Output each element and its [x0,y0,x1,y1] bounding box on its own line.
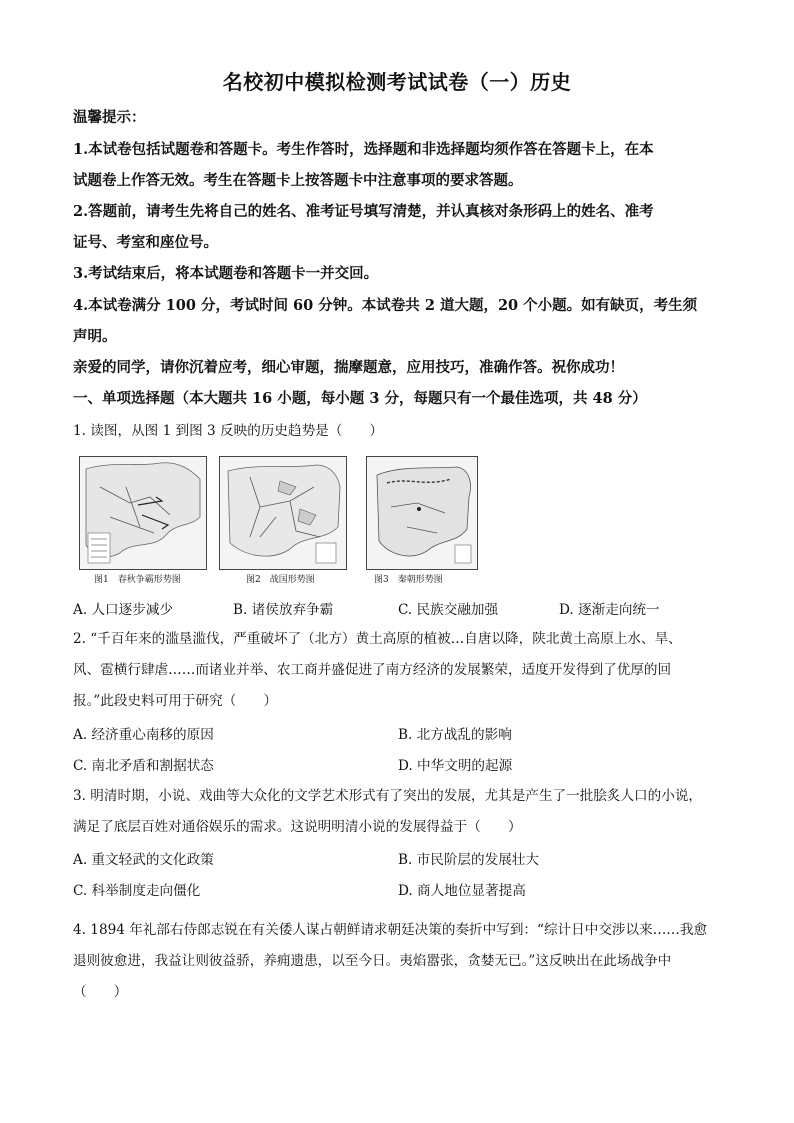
q4-stem-line-1: 4. 1894 年礼部右侍郎志锐在有关倭人谋占朝鲜请求朝廷决策的奏折中写到：“综计日中交涉以来……我愈 [73,922,708,938]
tip-line-5: 3.考试结束后，将本试题卷和答题卡一并交回。 [73,265,379,282]
greeting: 亲爱的同学，请你沉着应考，细心审题，揣摩题意，应用技巧，准确作答。祝你成功！ [73,359,624,376]
map-figure-2 [219,456,347,570]
q1-option-a[interactable]: A. 人口逐步减少 [73,602,174,618]
q2-option-c[interactable]: C. 南北矛盾和割据状态 [73,758,214,774]
q4-stem-line-2: 退则彼愈进，我益让则彼益骄，养痈遗患，以至今日。夷焰嚣张，贪婪无已。”这反映出在此场战争中 [73,953,672,969]
q4-stem-line-3: （ ） [73,984,128,1000]
q2-option-a[interactable]: A. 经济重心南移的原因 [73,727,214,743]
caption-figure-1: 图1 春秋争霸形势图 [94,575,181,585]
q3-option-b[interactable]: B. 市民阶层的发展壮大 [398,852,539,868]
section-heading: 一、单项选择题（本大题共 16 小题，每小题 3 分，每题只有一个最佳选项，共 48 分） [73,390,647,407]
q3-stem-line-1: 3. 明清时期，小说、戏曲等大众化的文学艺术形式有了突出的发展，尤其是产生了一批脍炙人口的小说， [73,788,703,804]
q1-stem: 1. 读图，从图 1 到图 3 反映的历史趋势是（ ） [73,423,384,439]
q1-option-c[interactable]: C. 民族交融加强 [398,602,499,618]
tip-line-1: 1.本试卷包括试题卷和答题卡。考生作答时，选择题和非选择题均须作答在答题卡上，在本 [73,141,654,158]
q1-option-b[interactable]: B. 诸侯放弃争霸 [233,602,334,618]
map-figure-3 [366,456,478,570]
q3-option-d[interactable]: D. 商人地位显著提高 [398,883,526,899]
q1-option-d[interactable]: D. 逐渐走向统一 [559,602,660,618]
q2-option-d[interactable]: D. 中华文明的起源 [398,758,513,774]
tip-line-3: 2.答题前，请考生先将自己的姓名、准考证号填写清楚，并认真核对条形码上的姓名、准考 [73,203,654,220]
tip-line-4: 证号、考室和座位号。 [73,234,218,251]
q2-stem-line-3: 报。”此段史料可用于研究（ ） [73,693,278,709]
caption-figure-3: 图3 秦朝形势图 [374,575,443,585]
q3-option-a[interactable]: A. 重文轻武的文化政策 [73,852,214,868]
q2-option-b[interactable]: B. 北方战乱的影响 [398,727,512,743]
map-figure-1 [79,456,207,570]
q2-stem-line-1: 2. “千百年来的滥垦滥伐，严重破坏了（北方）黄土高原的植被…自唐以降，陕北黄土高原上水、旱、 [73,631,682,647]
caption-figure-2: 图2 战国形势图 [246,575,315,585]
q3-stem-line-2: 满足了底层百姓对通俗娱乐的需求。这说明明清小说的发展得益于（ ） [73,819,522,835]
tip-line-7: 声明。 [73,328,117,345]
q3-option-c[interactable]: C. 科举制度走向僵化 [73,883,201,899]
tip-line-6: 4.本试卷满分 100 分，考试时间 60 分钟。本试卷共 2 道大题，20 个小题。如有缺页，考生须 [73,297,698,314]
tip-line-2: 试题卷上作答无效。考生在答题卡上按答题卡中注意事项的要求答题。 [73,172,523,189]
tips-header: 温馨提示： [73,109,146,126]
q2-stem-line-2: 风、雹横行肆虐……而诸业并举、农工商并盛促进了南方经济的发展繁荣，适度开发得到了优厚的回 [73,662,672,678]
page-title: 名校初中模拟检测考试试卷（一）历史 [222,70,572,94]
